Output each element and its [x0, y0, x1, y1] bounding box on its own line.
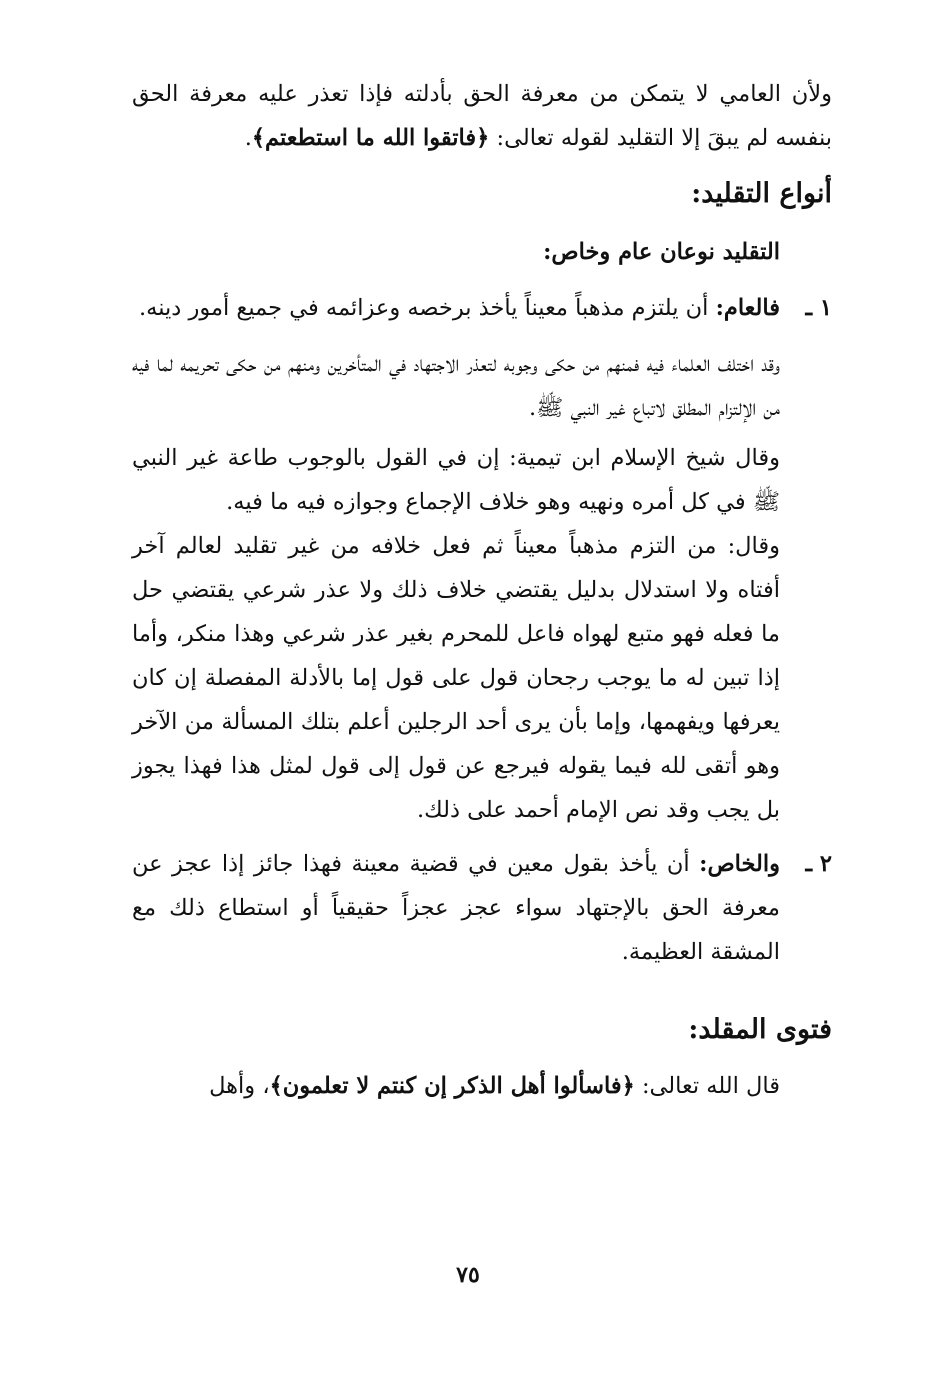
- types-intro: التقليد نوعان عام وخاص:: [543, 239, 780, 265]
- section-heading-fatwa: فتوى المقلد:: [688, 1014, 832, 1045]
- list-item-body: [132, 842, 780, 974]
- list-item-term: فالعام:: [715, 295, 780, 321]
- list-item-specific: [132, 842, 832, 974]
- paragraph-scholars-dispute: وقد اختلف العلماء فيه فمنهم من حكى وجوبه لتعذر الاجتهاد في المتأخرين ومنهم من حكى تحريمه لما فيه من الإلتزام المطلق لاتباع غير النبي ﷺ.: [132, 351, 780, 421]
- list-item-text: أن يأخذ بقول معين في قضية معينة فهذا جائز إذا عجز عن معرفة الحق بالإجتهاد سواء عجز عجزاً حقيقياً أو استطاع ذلك مع المشقة العظيمة.: [132, 851, 780, 965]
- intro-text: ولأن العامي لا يتمكن من معرفة الحق بأدلته فإذا تعذر عليه معرفة الحق بنفسه لم يبقَ إلا التقليد لقوله تعالى:: [132, 81, 832, 151]
- intro-quran-quote: ﴿فاتقوا الله ما استطعتم﴾: [251, 125, 490, 151]
- fatwa-text: قال الله تعالى:: [634, 1073, 780, 1099]
- fatwa-paragraph: [132, 1064, 832, 1108]
- fatwa-quran-quote: ﴿فاسألوا أهل الذكر إن كنتم لا تعلمون﴾: [269, 1073, 635, 1099]
- list-item-number: ١ ـ: [805, 295, 832, 321]
- fatwa-end: ، وأهل: [209, 1073, 270, 1099]
- list-item-number: ٢ ـ: [805, 851, 832, 877]
- list-item-term: والخاص:: [699, 851, 780, 877]
- paragraph-ibn-taymiyya: وقال شيخ الإسلام ابن تيمية: إن في القول بالوجوب طاعة غير النبي ﷺ في كل أمره ونهيه وهو خلاف الإجماع وجوازه فيه ما فيه.: [132, 445, 780, 515]
- list-item-general: [132, 286, 832, 330]
- list-item-text: أن يلتزم مذهباً معيناً يأخذ برخصه وعزائمه في جميع أمور دينه.: [139, 295, 716, 321]
- page-number: ٧٥: [456, 1262, 480, 1288]
- intro-end: .: [244, 125, 252, 151]
- list-item-body: [132, 286, 780, 330]
- paragraph-ibn-taymiyya-continued: وقال: من التزم مذهباً معيناً ثم فعل خلافه من غير تقليد لعالم آخر أفتاه ولا استدلال بدليل يقتضي خلاف ذلك ولا عذر شرعي يقتضي حل ما فعله فهو متبع لهواه فاعل للمحرم بغير عذر شرعي وهذا منكر، وأما إذا تبين له ما يوجب رجحان قول على قول إما بالأدلة المفصلة إن كان يعرفها ويفهمها، وإما بأن يرى أحد الرجلين أعلم بتلك المسألة من الآخر وهو أتقى لله فيما يقوله فيرجع عن قول إلى قول لمثل هذا فهذا يجوز بل يجب وقد نص الإمام أحمد على ذلك.: [132, 533, 780, 823]
- intro-paragraph: [132, 72, 832, 160]
- page-content: [132, 72, 832, 1108]
- section-heading-types: أنواع التقليد:: [691, 178, 832, 209]
